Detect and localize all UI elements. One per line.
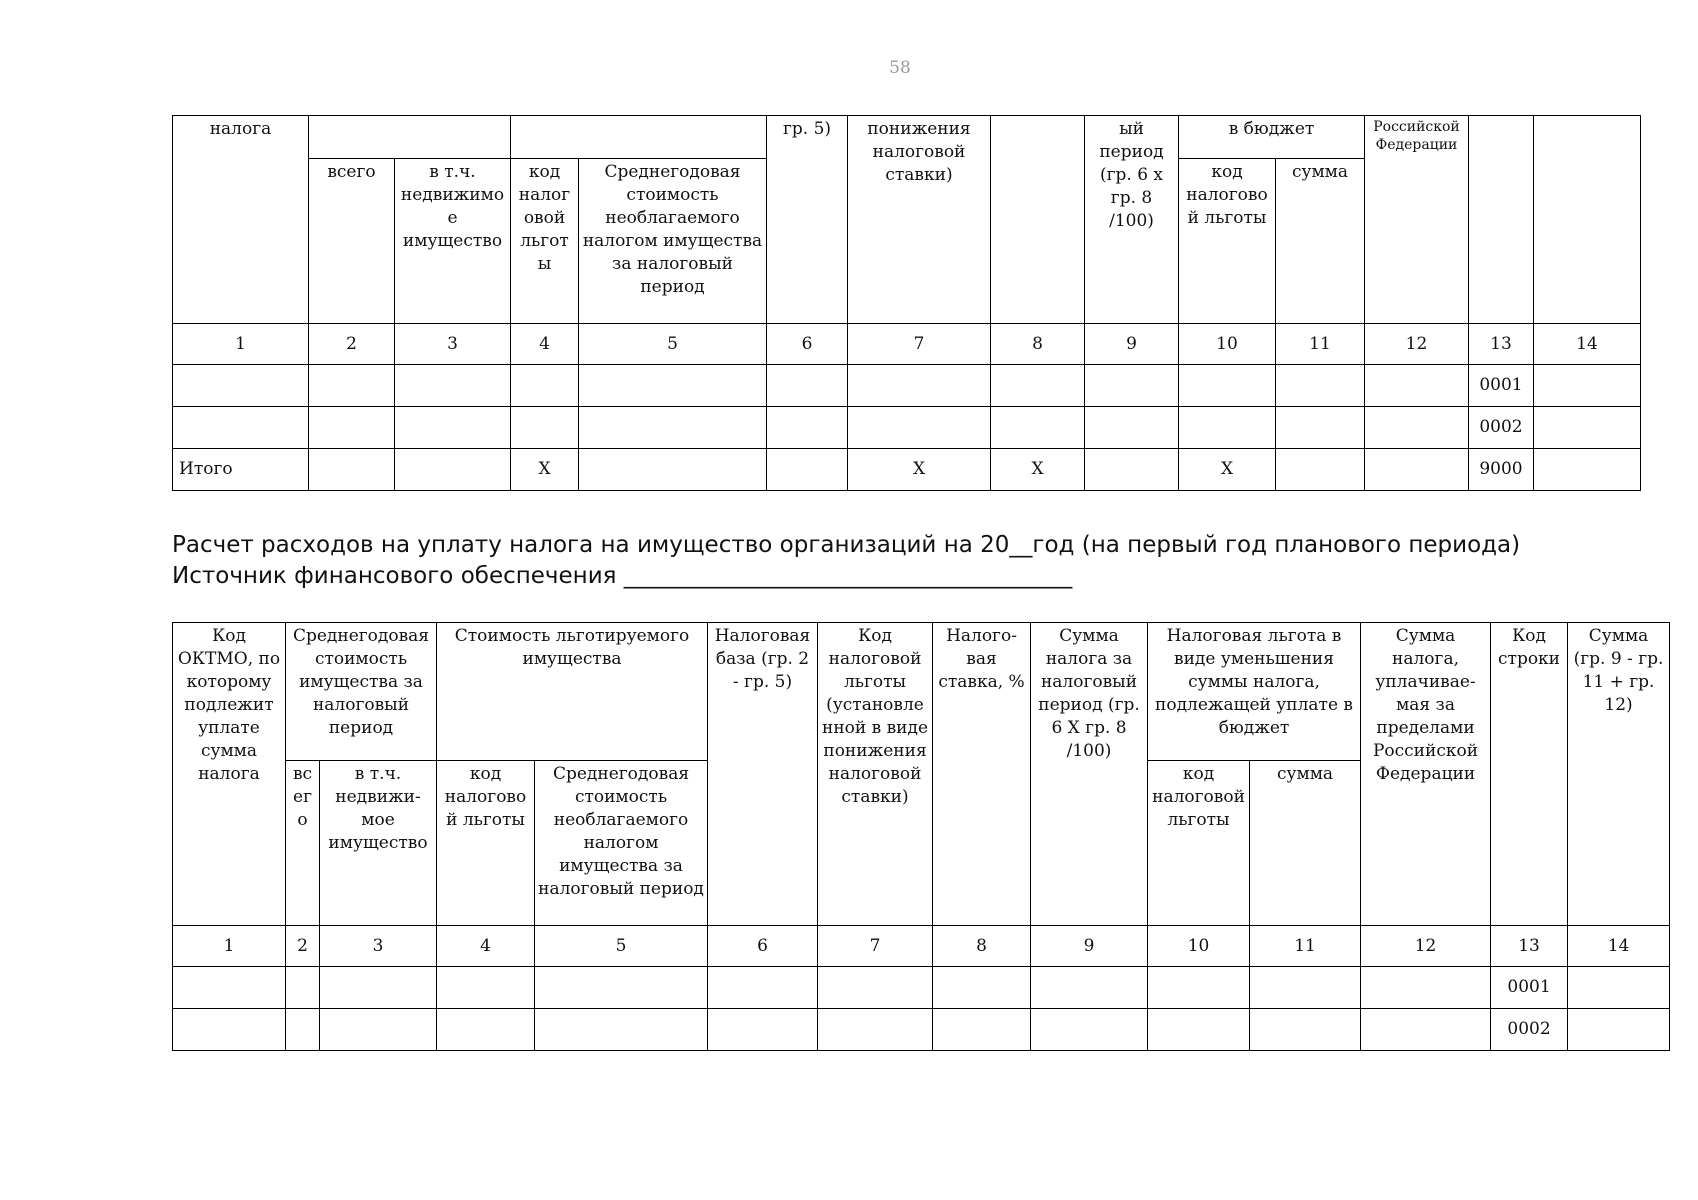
t2-h-privileged: Стоимость льготируемого имущества xyxy=(437,623,708,761)
table-row xyxy=(173,967,1670,1009)
t1-h-rate xyxy=(991,116,1085,324)
t2-h-all: вс ег о xyxy=(286,761,320,926)
cell[interactable] xyxy=(1179,407,1276,449)
t2-h-realty: в т.ч. недвижи-мое имущество xyxy=(320,761,437,926)
cell[interactable] xyxy=(535,1009,708,1051)
cell[interactable] xyxy=(1148,967,1250,1009)
col-num: 6 xyxy=(708,926,818,967)
cell[interactable] xyxy=(848,407,991,449)
t2-h-benefit-sum: сумма xyxy=(1250,761,1361,926)
cell[interactable] xyxy=(579,449,767,491)
cell[interactable] xyxy=(818,967,933,1009)
cell[interactable] xyxy=(991,407,1085,449)
t2-h-oktmo: Код ОКТМО, по которому подлежит уплате сумма налога xyxy=(173,623,286,926)
t2-h-rate: Налого-вая ставка, % xyxy=(933,623,1031,926)
cell[interactable] xyxy=(286,967,320,1009)
col-num: 2 xyxy=(309,324,395,365)
t1-h-abroad: Российской Федерации xyxy=(1365,116,1469,324)
cell[interactable] xyxy=(511,407,579,449)
cell[interactable] xyxy=(320,967,437,1009)
cell[interactable] xyxy=(933,1009,1031,1051)
cell[interactable] xyxy=(309,407,395,449)
t2-h-sum: Сумма налога за налоговый период (гр. 6 Х гр. 8 /100) xyxy=(1031,623,1148,926)
t1-h-code: понижения налоговой ставки) xyxy=(848,116,991,324)
t1-h-realty: в т.ч. недвижимо е имущество xyxy=(395,159,511,324)
t2-h-benefit-code-2: код налоговой льготы xyxy=(1148,761,1250,926)
cell[interactable] xyxy=(1250,967,1361,1009)
col-num: 12 xyxy=(1361,926,1491,967)
line-code-cell: 0001 xyxy=(1469,365,1534,407)
t1-h-untaxed: Среднегодовая стоимость необлагаемого налогом имущества за налоговый период xyxy=(579,159,767,324)
col-num: 14 xyxy=(1534,324,1641,365)
cell[interactable] xyxy=(1250,1009,1361,1051)
col-num: 7 xyxy=(848,324,991,365)
cell[interactable] xyxy=(309,365,395,407)
col-num: 3 xyxy=(395,324,511,365)
cell[interactable] xyxy=(1568,1009,1670,1051)
t1-h-line-code xyxy=(1469,116,1534,324)
col-num: 13 xyxy=(1469,324,1534,365)
cell[interactable] xyxy=(708,1009,818,1051)
table-row xyxy=(173,365,1641,407)
t2-h-untaxed: Среднегодовая стоимость необлагаемого налогом имущества за налоговый период xyxy=(535,761,708,926)
cell[interactable] xyxy=(1361,967,1491,1009)
t1-h-privileged xyxy=(511,116,767,159)
t2-h-avg-cost: Среднегодовая стоимость имущества за налоговый период xyxy=(286,623,437,761)
col-num: 11 xyxy=(1276,324,1365,365)
section-title: Расчет расходов на уплату налога на имущество организаций на 20__год (на первый год планового периода) xyxy=(172,532,1521,558)
cell[interactable] xyxy=(1276,365,1365,407)
line-code-cell: 0001 xyxy=(1491,967,1568,1009)
cell-x: X xyxy=(1179,449,1276,491)
col-num: 12 xyxy=(1365,324,1469,365)
cell[interactable] xyxy=(173,1009,286,1051)
col-num: 2 xyxy=(286,926,320,967)
table-row xyxy=(173,1009,1670,1051)
cell[interactable] xyxy=(767,449,848,491)
cell[interactable] xyxy=(173,365,309,407)
t2-column-numbers xyxy=(173,926,1670,967)
cell[interactable] xyxy=(1361,1009,1491,1051)
line-code-cell: 0002 xyxy=(1491,1009,1568,1051)
cell[interactable] xyxy=(1365,365,1469,407)
cell[interactable] xyxy=(1085,365,1179,407)
col-num: 8 xyxy=(933,926,1031,967)
t1-h-all: всего xyxy=(309,159,395,324)
cell[interactable] xyxy=(320,1009,437,1051)
cell[interactable] xyxy=(1276,449,1365,491)
col-num: 8 xyxy=(991,324,1085,365)
col-num: 1 xyxy=(173,926,286,967)
cell[interactable] xyxy=(173,967,286,1009)
cell[interactable] xyxy=(1534,365,1641,407)
cell[interactable] xyxy=(767,365,848,407)
cell[interactable] xyxy=(1031,967,1148,1009)
t2-h-benefit-code: код налогово й льготы xyxy=(437,761,535,926)
col-num: 9 xyxy=(1031,926,1148,967)
col-num: 6 xyxy=(767,324,848,365)
col-num: 10 xyxy=(1179,324,1276,365)
cell[interactable] xyxy=(1031,1009,1148,1051)
cell[interactable] xyxy=(1365,407,1469,449)
cell[interactable] xyxy=(1365,449,1469,491)
line-code-cell: 0002 xyxy=(1469,407,1534,449)
cell-x: X xyxy=(511,449,579,491)
t1-h-tax: налога xyxy=(173,116,309,324)
col-num: 4 xyxy=(437,926,535,967)
t1-h-sum: ый период (гр. 6 х гр. 8 /100) xyxy=(1085,116,1179,324)
cell[interactable] xyxy=(1568,967,1670,1009)
t1-h-benefit-code: код налог овой льгот ы xyxy=(511,159,579,324)
cell[interactable] xyxy=(579,365,767,407)
cell[interactable] xyxy=(767,407,848,449)
cell[interactable] xyxy=(991,365,1085,407)
t2-h-total: Сумма (гр. 9 - гр. 11 + гр. 12) xyxy=(1568,623,1670,926)
t2-h-base: Налоговая база (гр. 2 - гр. 5) xyxy=(708,623,818,926)
cell[interactable] xyxy=(1148,1009,1250,1051)
cell[interactable] xyxy=(1534,407,1641,449)
t1-h-total xyxy=(1534,116,1641,324)
cell[interactable] xyxy=(708,967,818,1009)
col-num: 3 xyxy=(320,926,437,967)
cell-x: X xyxy=(848,449,991,491)
col-num: 5 xyxy=(579,324,767,365)
t1-h-avg-cost xyxy=(309,116,511,159)
cell[interactable] xyxy=(848,365,991,407)
t1-h-benefit-code-2: код налогово й льготы xyxy=(1179,159,1276,324)
page-number: 58 xyxy=(889,58,911,78)
table-row-total xyxy=(173,449,1641,491)
cell[interactable] xyxy=(437,967,535,1009)
table-2 xyxy=(172,622,1670,1051)
col-num: 4 xyxy=(511,324,579,365)
cell[interactable] xyxy=(511,365,579,407)
col-num: 14 xyxy=(1568,926,1670,967)
col-num: 1 xyxy=(173,324,309,365)
cell[interactable] xyxy=(1276,407,1365,449)
cell[interactable] xyxy=(286,1009,320,1051)
table-row xyxy=(173,407,1641,449)
col-num: 9 xyxy=(1085,324,1179,365)
cell[interactable] xyxy=(1085,407,1179,449)
t1-h-base: гр. 5) xyxy=(767,116,848,324)
cell[interactable] xyxy=(1085,449,1179,491)
total-label: Итого xyxy=(173,449,309,491)
col-num: 5 xyxy=(535,926,708,967)
funding-source-line: Источник финансового обеспечения _______________________________________ xyxy=(172,563,1073,589)
cell[interactable] xyxy=(395,407,511,449)
col-num: 7 xyxy=(818,926,933,967)
cell[interactable] xyxy=(535,967,708,1009)
t2-h-abroad: Сумма налога, уплачивае-мая за пределами Российской Федерации xyxy=(1361,623,1491,926)
cell[interactable] xyxy=(579,407,767,449)
cell[interactable] xyxy=(933,967,1031,1009)
t1-h-benefit-sum: сумма xyxy=(1276,159,1365,324)
t2-h-code: Код налоговой льготы (установле нной в виде понижения налоговой ставки) xyxy=(818,623,933,926)
line-code-cell: 9000 xyxy=(1469,449,1534,491)
cell[interactable] xyxy=(1534,449,1641,491)
t1-column-numbers xyxy=(173,324,1641,365)
t1-h-benefit: в бюджет xyxy=(1179,116,1365,159)
t2-h-benefit: Налоговая льгота в виде уменьшения суммы налога, подлежащей уплате в бюджет xyxy=(1148,623,1361,761)
t2-h-line-code: Код строки xyxy=(1491,623,1568,926)
cell[interactable] xyxy=(309,449,395,491)
cell[interactable] xyxy=(395,365,511,407)
col-num: 13 xyxy=(1491,926,1568,967)
cell[interactable] xyxy=(173,407,309,449)
cell[interactable] xyxy=(437,1009,535,1051)
table-1 xyxy=(172,115,1641,491)
col-num: 10 xyxy=(1148,926,1250,967)
cell[interactable] xyxy=(818,1009,933,1051)
cell[interactable] xyxy=(395,449,511,491)
cell-x: X xyxy=(991,449,1085,491)
cell[interactable] xyxy=(1179,365,1276,407)
col-num: 11 xyxy=(1250,926,1361,967)
